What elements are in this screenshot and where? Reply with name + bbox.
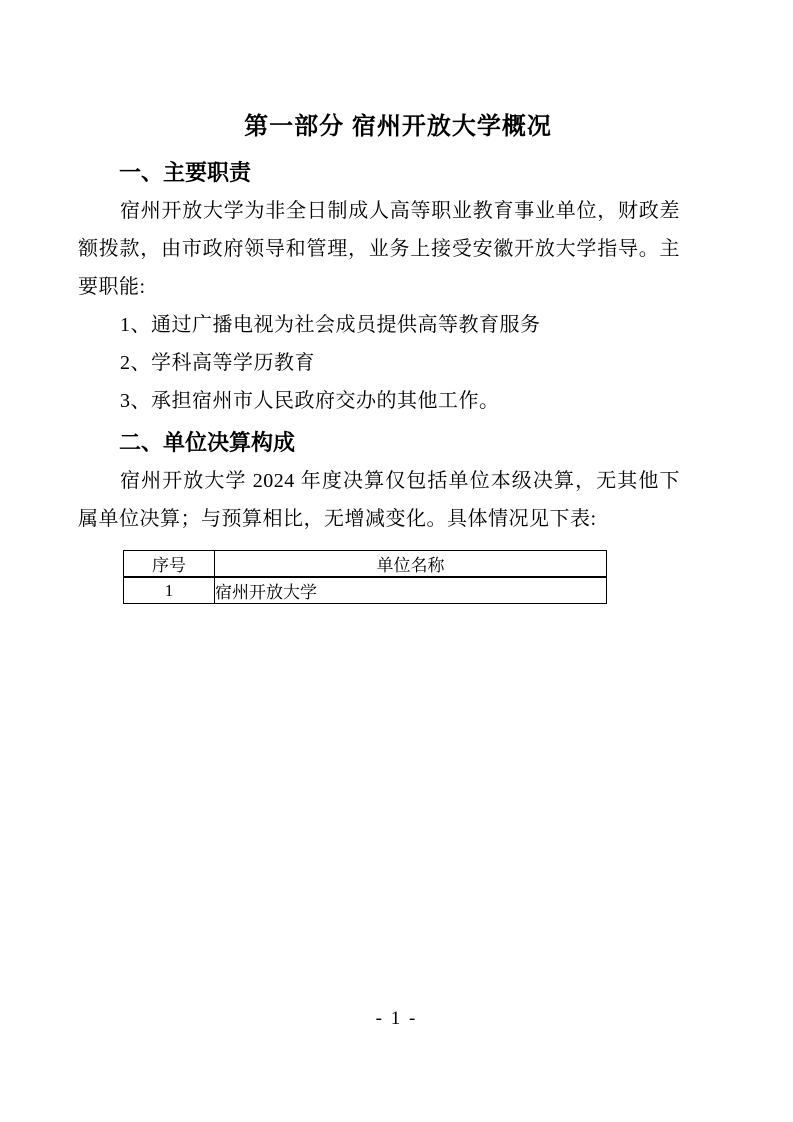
- document-title: [97, 110, 699, 144]
- unit-table-row: [124, 577, 607, 604]
- unit-table: [123, 550, 607, 604]
- section-2-paragraph: 宿州开放大学 2024 年度决算仅包括单位本级决算，无其他下属单位决算；与预算相比，无增减变化。具体情况见下表:: [78, 470, 680, 530]
- unit-table-header-index: 序号: [124, 551, 215, 578]
- list-item-1: 1、通过广播电视为社会成员提供高等教育服务: [120, 314, 541, 336]
- list-item-3: 3、承担宿州市人民政府交办的其他工作。: [120, 390, 500, 412]
- list-item-2: 2、学科高等学历教育: [120, 352, 315, 374]
- unit-table-cell-unit-name: 宿州开放大学: [215, 577, 607, 604]
- page-number: - 1 -: [375, 1008, 418, 1029]
- unit-table-header-unit-name: 单位名称: [215, 551, 607, 578]
- section-2-heading: 二、单位决算构成: [119, 430, 296, 455]
- unit-table-header-row: [124, 551, 607, 578]
- section-1-heading: 一、主要职责: [119, 160, 252, 185]
- document-title-text: 第一部分 宿州开放大学概况: [244, 113, 552, 140]
- section-1-paragraph: 宿州开放大学为非全日制成人高等职业教育事业单位，财政差额拨款，由市政府领导和管理，业务上接受安徽开放大学指导。主要职能:: [78, 200, 680, 298]
- unit-table-cell-index: 1: [124, 577, 215, 604]
